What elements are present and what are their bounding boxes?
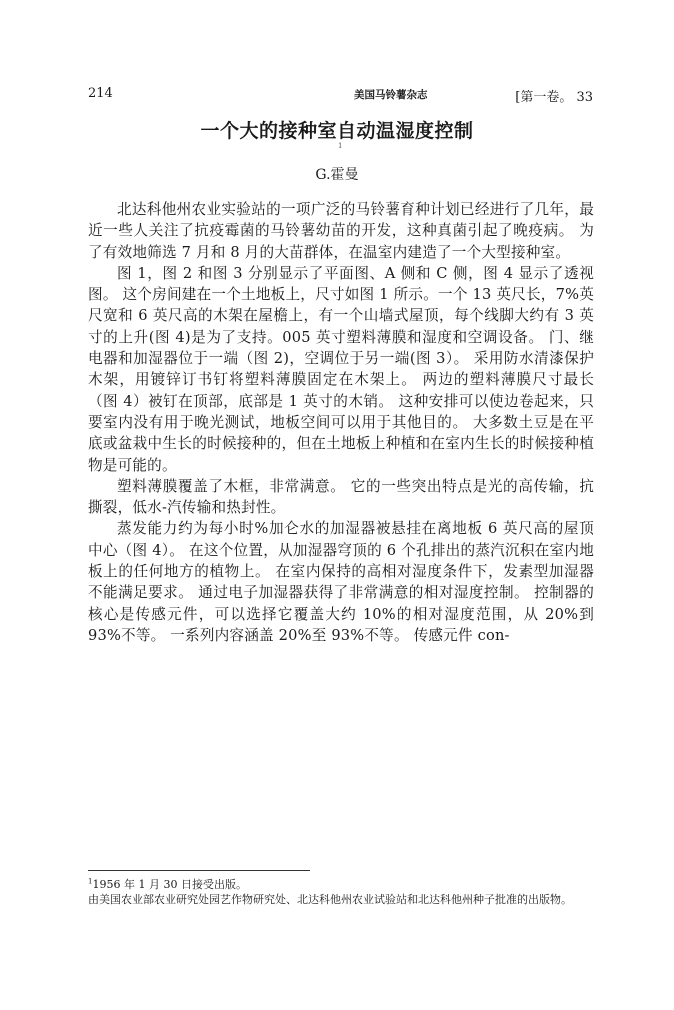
paragraph-construction: 图 1，图 2 和图 3 分别显示了平面图、A 侧和 C 侧，图 4 显示了透视图。 这个房间建在一个土地板上，尺寸如图 1 所示。一个 13 英尺长，7%英尺宽和 6 英尺高的木架在屋檐上，有一个山墙式屋顶，每个线脚大约有 3 英寸的上升(图 4)是为了支持。005 英寸塑料薄膜和湿度和空调设备。 门、继电器和加湿器位于一端（图 2)，空调位于另一端(图 3）。 采用防水清漆保护木架，用镀锌订书钉将塑料薄膜固定在木架上。 两边的塑料薄膜尺寸最长（图 4）被钉在顶部，底部是 1 英寸的木销。 这种安排可以使边卷起来，只要室内没有用于晚光测试，地板空间可以用于其他目的。 大多数土豆是在平底或盆栽中生长的时候接种的，但在土地板上种植和在室内生长的时候接种植物是可能的。 bbox=[88, 264, 594, 474]
footnote-approval: 由美国农业部农业研究处园艺作物研究处、北达科他州农业试验站和北达科他州种子批准的出版物。 bbox=[88, 892, 572, 906]
article-body bbox=[88, 199, 594, 646]
footnote-received bbox=[88, 878, 598, 893]
volume-info: [第一卷。 33 bbox=[515, 90, 593, 105]
journal-name: 美国马铃薯杂志 bbox=[354, 89, 428, 101]
paragraph-humidifier: 蒸发能力约为每小时%加仑水的加湿器被悬挂在离地板 6 英尺高的屋顶中心（图 4）。 在这个位置，从加湿器穹顶的 6 个孔排出的蒸汽沉积在室内地板上的任何地方的植物上。 在室内保持的高相对湿度条件下，发素型加湿器不能满足要求。 通过电子加湿器获得了非常满意的相对湿度控制。 控制器的核心是传感元件，可以选择它覆盖大约 10%的相对湿度范围，从 20%到 93%不等。 一系列内容涵盖 20%至 93%不等。 传感元件 con- bbox=[88, 520, 594, 644]
title-footnote-mark: 1 bbox=[338, 142, 343, 150]
author-name: G.霍曼 bbox=[315, 167, 359, 183]
page-number: 214 bbox=[88, 86, 113, 101]
footnotes bbox=[88, 878, 598, 907]
footnote-divider bbox=[88, 870, 310, 871]
running-header bbox=[88, 86, 593, 106]
footnote-mark: 1 bbox=[88, 877, 93, 886]
paragraph-intro: 北达科他州农业实验站的一项广泛的马铃薯育种计划已经进行了几年，最近一些人关注了抗疫霉菌的马铃薯幼苗的开发，这种真菌引起了晚疫病。 为了有效地筛选 7 月和 8 月的大苗群体，在温室内建造了一个大型接种室。 bbox=[88, 201, 594, 261]
article-title: 一个大的接种室自动温湿度控制 bbox=[200, 120, 474, 142]
footnote-received-text: 1956 年 1 月 30 日接受出版。 bbox=[92, 878, 247, 891]
paragraph-plastic-film: 塑料薄膜覆盖了木框，非常满意。 它的一些突出特点是光的高传输，抗撕裂，低水-汽传输和热封性。 bbox=[88, 477, 594, 517]
